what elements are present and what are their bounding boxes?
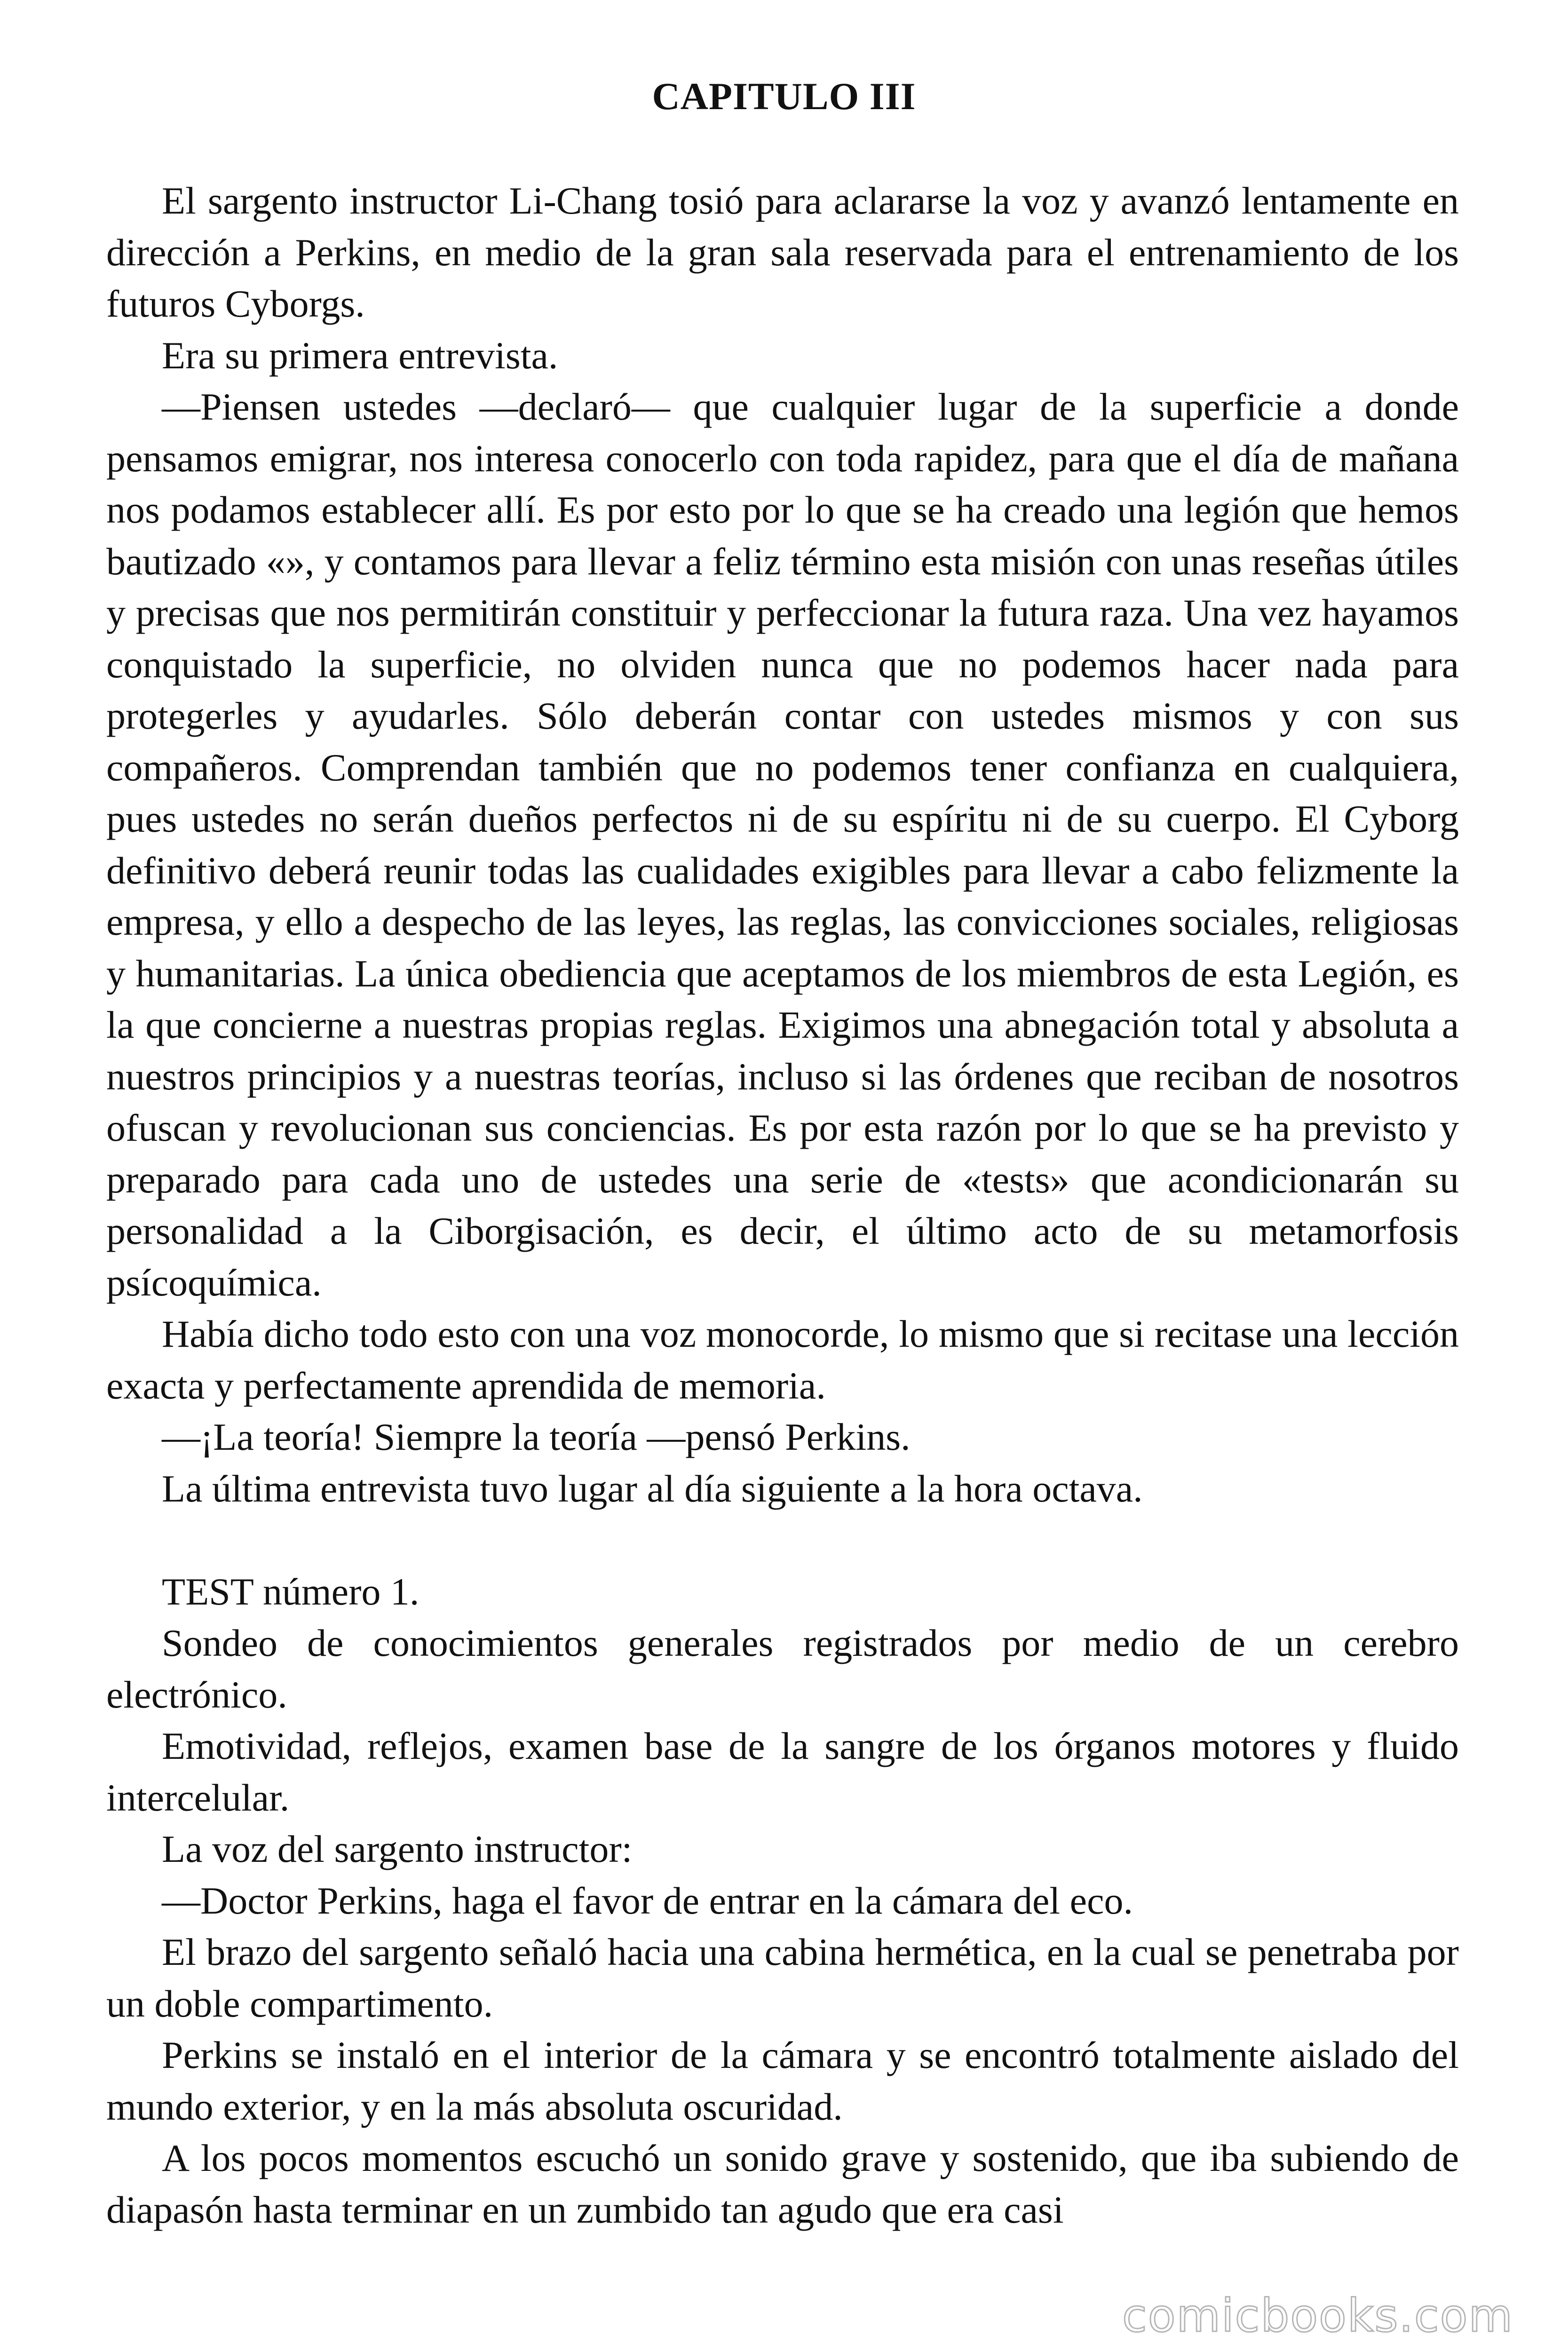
paragraph: Era su primera entrevista. xyxy=(162,334,558,377)
paragraph: —Doctor Perkins, haga el favor de entrar en la cámara del eco. xyxy=(162,1879,1133,1922)
paragraph: A los pocos momentos escuchó un sonido grave y sostenido, que iba subiendo de diapasón hasta terminar en un zumbido tan agudo que era casi xyxy=(106,2137,1459,2231)
paragraph: La voz del sargento instructor: xyxy=(162,1828,633,1870)
paragraph: La última entrevista tuvo lugar al día siguiente a la hora octava. xyxy=(162,1467,1143,1510)
test-heading: TEST número 1. xyxy=(162,1570,420,1613)
chapter-body xyxy=(106,175,1459,2235)
paragraph: —Piensen ustedes —declaró— que cualquier lugar de la superficie a donde pensamos emigrar, nos interesa conocerlo con toda rapidez, para que el día de mañana nos podamos establecer allí. Es por esto por lo que se ha creado una legión que hemos bautizado «», y contamos para llevar a feliz término esta misión con unas reseñas útiles y precisas que nos permitirán constituir y perfeccionar la futura raza. Una vez hayamos conquistado la superficie, no olviden nunca que no podemos hacer nada para protegerles y ayudarles. Sólo deberán contar con ustedes mismos y con sus compañeros. Comprendan también que no podemos tener confianza en cualquiera, pues ustedes no serán dueños perfectos ni de su espíritu ni de su cuerpo. El Cyborg definitivo deberá reunir todas las cualidades exigibles para llevar a cabo felizmente la empresa, y ello a despecho de las leyes, las reglas, las convicciones sociales, religiosas y humanitarias. La única obediencia que aceptamos de los miembros de esta Legión, es la que concierne a nuestras propias reglas. Exigimos una abnegación total y absoluta a nuestros principios y a nuestras teorías, incluso si las órdenes que reciban de nosotros ofuscan y revolucionan sus conciencias. Es por esta razón por lo que se ha previsto y preparado para cada uno de ustedes una serie de «tests» que acondicionarán su personalidad a la Ciborgisación, es decir, el último acto de su metamorfosis psícoquímica. xyxy=(106,385,1459,1304)
paragraph: Había dicho todo esto con una voz monocorde, lo mismo que si recitase una lección exacta y perfectamente aprendida de memoria. xyxy=(106,1312,1459,1407)
paragraph: Emotividad, reflejos, examen base de la sangre de los órganos motores y fluido intercelular. xyxy=(106,1724,1459,1819)
watermark-logo: comicbooks.com xyxy=(1122,2289,1513,2342)
paragraph: Perkins se instaló en el interior de la cámara y se encontró totalmente aislado del mundo exterior, y en la más absoluta oscuridad. xyxy=(106,2034,1459,2128)
chapter-title: CAPITULO III xyxy=(652,75,916,118)
section-break xyxy=(106,1514,1459,1566)
paragraph: Sondeo de conocimientos generales registrados por medio de un cerebro electrónico. xyxy=(106,1621,1459,1716)
paragraph: El brazo del sargento señaló hacia una cabina hermética, en la cual se penetraba por un doble compartimento. xyxy=(106,1931,1459,2025)
paragraph: —¡La teoría! Siempre la teoría —pensó Perkins. xyxy=(162,1415,911,1458)
paragraph: El sargento instructor Li-Chang tosió para aclararse la voz y avanzó lentamente en dirección a Perkins, en medio de la gran sala reservada para el entrenamiento de los futuros Cyborgs. xyxy=(106,179,1459,325)
